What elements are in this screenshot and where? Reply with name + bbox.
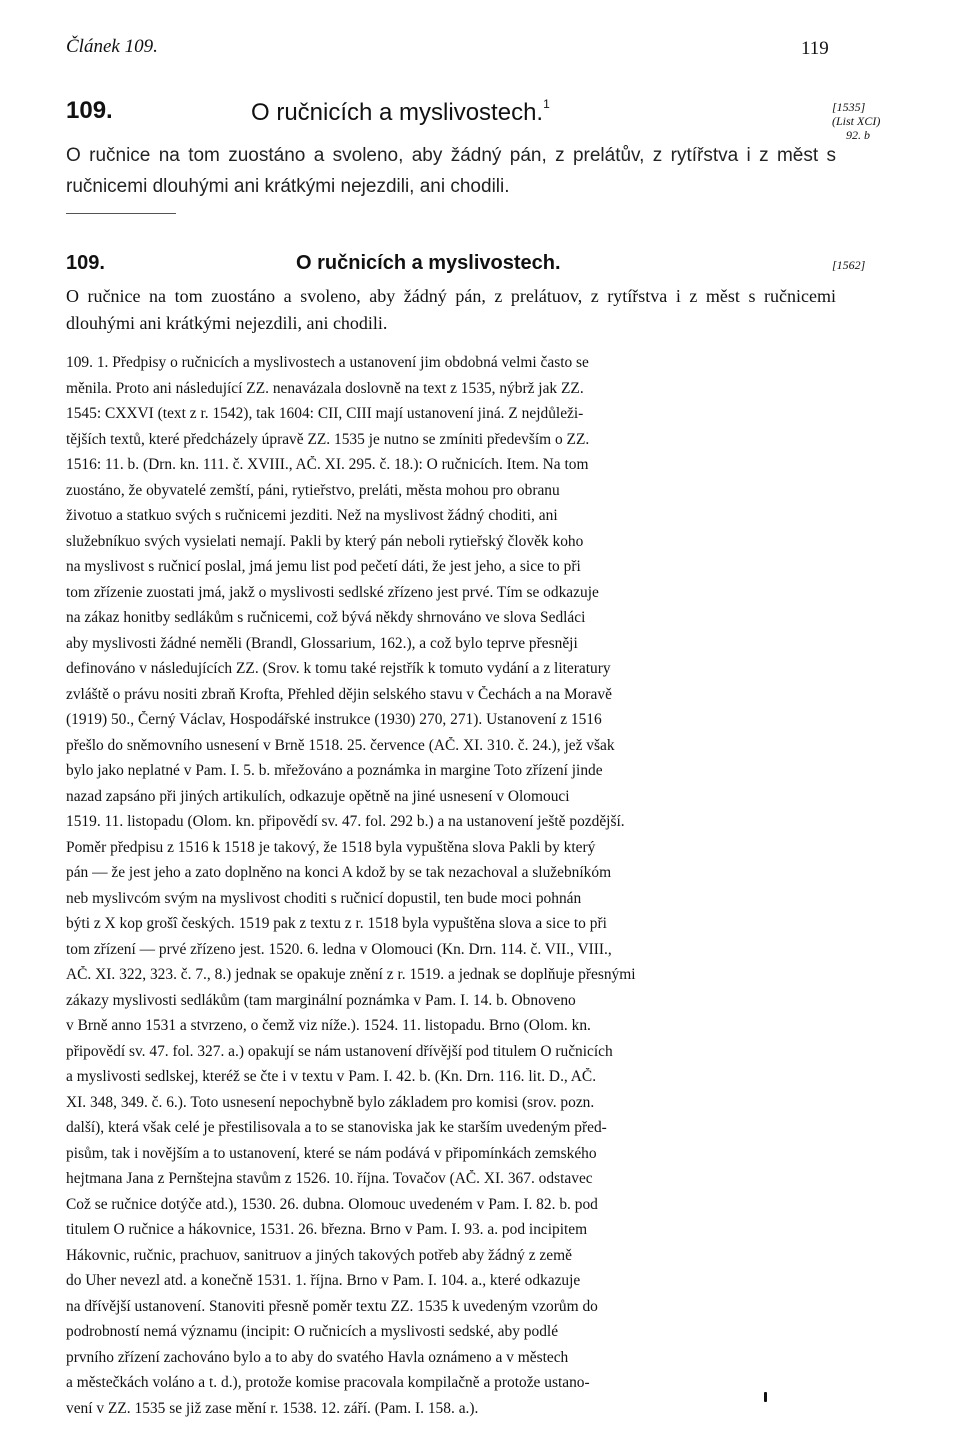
footnote (66, 350, 840, 1421)
footnote-line: titulem O ručnice a hákovnice, 1531. 26. března. Brno v Pam. I. 93. a. pod incipitem (66, 1221, 588, 1238)
footnote-line: tom zřízení — prvé zřízeno jest. 1520. 6. ledna v Olomouci (Kn. Drn. 114. č. VII., VIII., (66, 940, 612, 958)
footnote-ref[interactable]: 1 (543, 97, 550, 111)
margin-note-1562: [1562] (832, 258, 866, 272)
footnote-line: neb myslivcóm svým na myslivost choditi s ručnicí dopustil, ten bude moci pohnán (66, 889, 582, 907)
footnote-line: Poměr předpisu z 1516 k 1518 je takový, že 1518 byla vypuštěna slova Pakli by který (66, 838, 596, 856)
margin-list: (List XCI) (832, 114, 881, 128)
footnote-line: (1919) 50., Černý Václav, Hospodářské instrukce (1930) 270, 271). Ustanovení z 1516 (66, 711, 602, 728)
stray-mark (764, 1392, 767, 1402)
footnote-line: další), která však celé je přestilisovala a to se stanoviska jak ke starším uvedeným před- (66, 1119, 607, 1136)
footnote-line: 1516: 11. b. (Drn. kn. 111. č. XVIII., AČ. XI. 295. č. 18.): O ručnicích. Item. Na tom (66, 456, 589, 473)
article-text-1535: O ručnice na tom zuostáno a svoleno, aby žádný pán, z prelátův, z rytířstva i z měst s ručnicemi dlouhými ani krátkými nejezdili, ani chodili. (66, 145, 836, 197)
footnote-line: na dřívější ustanovení. Stanoviti přesně poměr textu ZZ. 1535 k uvedeným vzorům do (66, 1297, 598, 1315)
article-title-text: O ručnicích a myslivostech. (251, 99, 544, 126)
margin-folio: 92. b (846, 128, 870, 142)
footnote-line: podrobností nemá významu (incipit: O ručnicích a myslivosti sedské, aby podlé (66, 1323, 559, 1340)
section-divider (66, 213, 176, 214)
footnote-line: bylo jako neplatné v Pam. I. 5. b. mřežováno a poznámka in margine Toto zřízení jinde (66, 762, 603, 779)
article-number: 109. (66, 252, 105, 274)
footnote-line: na zákaz honitby sedlákům s ručnicemi, což bývá někdy shrnováno ve slova Sedláci (66, 609, 586, 626)
article-title: O ručnicích a myslivostech. (296, 252, 561, 274)
footnote-line: 1519. 11. listopadu (Olom. kn. připovědí sv. 47. fol. 292 b.) a na ustanovení ještě pozdější. (66, 813, 625, 830)
footnote-line: Hákovnic, ručnic, prachuov, sanitruov a jiných takových potřeb aby žádný z země (66, 1246, 572, 1264)
footnote-line: v Brně anno 1531 a stvrzeno, o čemž viz níže.). 1524. 11. listopadu. Brno (Olom. kn. (66, 1017, 591, 1034)
footnote-line: pán — že jest jeho a zato doplněno na konci A kdož by se tak nezachoval a služebníkóm (66, 864, 612, 881)
footnote-line: zuostáno, že obyvatelé zemští, páni, rytieřstvo, preláti, města mohou pro obranu (66, 481, 560, 499)
article-title (251, 97, 550, 127)
footnote-line: 1545: CXXVI (text z r. 1542), tak 1604: CII, CIII mají ustanovení jiná. Z nejdůleži- (66, 405, 584, 422)
footnote-line: tějších textů, které předcházely úpravě ZZ. 1535 je nutno se zmíniti především o ZZ. (66, 430, 590, 448)
article-text-1562: O ručnice na tom zuostáno a svoleno, aby žádný pán, z prelátuov, z rytířstva i z měst s ručnicemi dlouhými ani krátkými nejezdili, ani chodili. (66, 286, 836, 333)
footnote-line: služebníkuo svých vysielati nemají. Pakli by který pán neboli rytieřský člověk koho (66, 532, 584, 550)
footnote-line: pisům, tak i novějším a to ustanovení, které se nám podává v připomínkách zemského (66, 1144, 597, 1162)
footnote-line: AČ. XI. 322, 323. č. 7., 8.) jednak se opakuje znění z r. 1519. a jednak se doplňuje přesnými (66, 966, 636, 983)
footnote-line: připovědí sv. 47. fol. 327. a.) opakují se nám ustanovení dřívější pod titulem O ručnicích (66, 1042, 613, 1060)
footnote-line: přešlo do sněmovního usnesení v Brně 1518. 25. července (AČ. XI. 310. č. 24.), jež však (66, 736, 615, 754)
margin-year: [1535] (832, 100, 866, 114)
margin-note-1535 (832, 100, 880, 142)
footnote-line: na myslivost s ručnicí poslal, jmá jemu list pod pečetí dáti, že jest jeho, a sice to při (66, 558, 581, 575)
footnote-line: zvláště o právu nositi zbraň Krofta, Přehled dějin selského stavu v Čechách a na Moravě (66, 685, 612, 703)
article-number: 109. (66, 97, 113, 124)
footnote-line: prvního zřízení zachováno bylo a to aby do svatého Havla oznámeno a v městech (66, 1348, 569, 1366)
footnote-line: vení v ZZ. 1535 se již zase mění r. 1538. 12. září. (Pam. I. 158. a.). (66, 1399, 479, 1417)
article-heading-1535 (66, 97, 826, 125)
footnote-line: a myslivosti sedlskej, kteréž se čte i v textu v Pam. I. 42. b. (Kn. Drn. 116. lit. D., AČ. (66, 1068, 597, 1085)
footnote-line: aby myslivosti žádné neměli (Brandl, Glossarium, 162.), a což bylo teprve přesněji (66, 634, 578, 652)
article-heading-1562 (66, 252, 826, 275)
footnote-line: zákazy myslivosti sedlákům (tam marginální poznámka v Pam. I. 14. b. Obnoveno (66, 991, 576, 1009)
footnote-line: a městečkách voláno a t. d.), protože komise pracovala kompilačně a protože ustano- (66, 1374, 590, 1391)
footnote-line: XI. 348, 349. č. 6.). Toto usnesení nepochybně bylo základem pro komisi (srov. pozn. (66, 1093, 595, 1111)
running-head: Článek 109. (66, 36, 158, 57)
footnote-line: Což se ručnice dotýče atd.), 1530. 26. dubna. Olomouc uvedeném v Pam. I. 82. b. pod (66, 1195, 598, 1213)
footnote-line: nazad zapsáno při jiných artikulích, odkazuje opětně na jiné usnesení v Olomouci (66, 787, 570, 805)
footnote-line: 109. 1. Předpisy o ručnicích a myslivostech a ustanovení jim obdobná velmi často se (66, 354, 589, 371)
footnote-line: definováno v následujících ZZ. (Srov. k tomu také rejstřík k tomuto vydání a z literatury (66, 660, 611, 677)
footnote-line: hejtmana Jana z Pernštejna stavům z 1526. 10. října. Tovačov (AČ. XI. 367. odstavec (66, 1170, 593, 1187)
footnote-line: měnila. Proto ani následující ZZ. nenavázala doslovně na text z 1535, nýbrž jak ZZ. (66, 379, 584, 397)
footnote-line: tom zřízenie zuostati jmá, jakž o myslivosti sedlské zřízeno jest prvé. Tím se odkazuje (66, 583, 599, 601)
footnote-line: býti z X kop grošî českých. 1519 pak z textu z r. 1518 byla vypuštěna slova a sice to při (66, 915, 607, 932)
footnote-line: životuo a statkuo svých s ručnicemi jezditi. Než na myslivost žádný choditi, ani (66, 507, 558, 524)
page-number: 119 (801, 38, 829, 59)
footnote-line: do Uher nevezl atd. a konečně 1531. 1. října. Brno v Pam. I. 104. a., které odkazuje (66, 1272, 581, 1289)
